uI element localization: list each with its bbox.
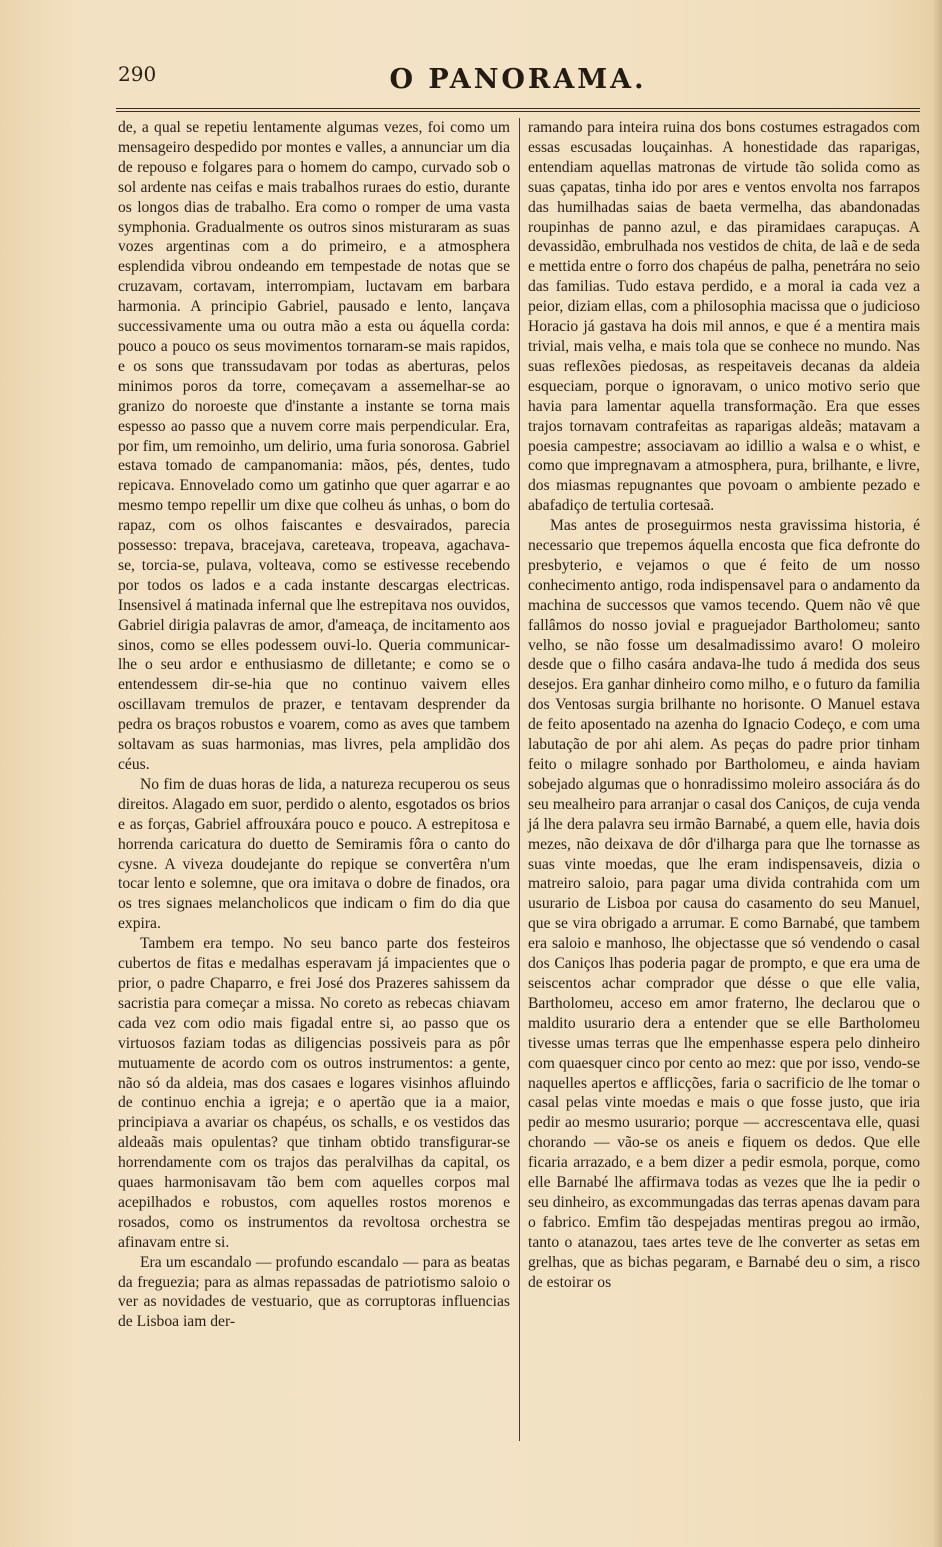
column-divider [519,118,520,1441]
page-number: 290 [118,62,157,86]
right-paragraph-1: ramando para inteira ruina dos bons costumes estragados com essas escusadas louçainhas. A honestidade das raparigas, entendiam aquellas matronas de virtude tão solida como as suas çapatas, tinha ido por ares e ventos envolta nos farrapos das humilhadas saias de baeta vermelha, das abandonadas roupinhas de panno azul, e das piramidaes carapuças. A devassidão, embrulhada nos vestidos de chita, de laã e de seda e mettida entre o forro dos chapéus de palha, penetrára no seio das familias. Tudo estava perdido, e a moral ia cada vez a peior, diziam ellas, com a philosophia macissa que o judicioso Horacio já gastava ha dois mil annos, e que é a mentira mais trivial, mais velha, e mais tola que se conhece no mundo. Nas suas reflexões piedosas, as respeitaveis decanas da aldeia esqueciam, porque o ignoravam, o unico motivo serio que havia para lamentar aquella transformação. Era que esses trajos tornavam contrafeitas as raparigas aldeãs; matavam a poesia campestre; associavam ao idillio a walsa e o whist, e como que impregnavam a atmosphera, pura, brilhante, e livre, dos miasmas repugnantes que povoam o ambiente pezado e abafadiço de tertulia cortesaã. [528,119,920,515]
page-edge-shadow [932,0,942,1547]
right-paragraph-2: Mas antes de proseguirmos nesta gravissima historia, é necessario que trepemos áquella encosta que fica defronte do presbyterio, e vejamos o que é feito de um nosso conhecimento antigo, roda indispensavel para o andamento da machina de successos que vamos tecendo. Quem não vê que fallâmos do nosso jovial e praguejador Bartholomeu; santo velho, se não fosse um desalmadissimo avaro! O moleiro desde que o filho casára andava-lhe tudo á medida dos seus desejos. Era ganhar dinheiro como milho, e o futuro da familia dos Ventosas surgia brilhante no horisonte. O Manuel estava de feito aposentado na azenha do Ignacio Codeço, e com uma labutação de por ahi alem. As peças do padre prior tinham feito o milagre sonhado por Bartholomeu, e ainda haviam sobejado algumas que o honradissimo moleiro associára ás do seu mealheiro para arranjar o casal dos Caniços, de cuja venda já lhe dera palavra seu irmão Barnabé, a quem elle, havia dois mezes, não deixava de dôr d'ilharga para que lhe tornasse as suas vinte moedas, que lhe eram indispensaveis, dizia o matreiro saloio, para pagar uma divida contrahida com um usurario de Lisboa por causa do casamento do seu Manuel, que se vira obrigado a arrumar. E como Barnabé, que tambem era saloio e manhoso, lhe objectasse que só vendendo o casal dos Caniços lhas poderia pagar de prompto, e que era uma de seiscentos achar comprador que désse o que elle valia, Bartholomeu, acceso em amor fraterno, lhe declarou que o maldito usurario dera a entender que se elle Bartholomeu tivesse umas terras que lhe empenhasse espera pelo dinheiro com quaesquer cinco por cento ao mez: que por isso, vendo-se naquelles apertos e afflicções, faria o sacrificio de lhe tomar o casal pelas vinte moedas e mais o que fosse justo, que iria pedir ao mesmo usurario; porque — accrescentava elle, quasi chorando — vão-se os aneis e fiquem os dedos. Que elle ficaria arrazado, e a bem dizer a pedir esmola, porque, como elle Barnabé lhe affirmava todas as vezes que lhe ia pedir o seu dinheiro, as excommungadas das terras apenas davam para o fabrico. Emfim tão despejadas mentiras pregou ao irmão, tanto o atanazou, taes artes teve de lhe converter as setas em grelhas, que as bichas pegaram, e Barnabé deu o sim, a risco de estoirar os [528,517,920,1291]
left-paragraph-2: No fim de duas horas de lida, a natureza recuperou os seus direitos. Alagado em suor, perdido o alento, esgotados os brios e as forças, Gabriel affrouxára pouco e pouco. A estrepitosa e horrenda caricatura do duetto de Semiramis fôra o canto do cysne. A viveza doudejante do repique se convertêra n'um tocar lento e solemne, que ora imitava o dobre de finados, ora os tres signaes melancholicos que indicam o fim do dia que expira. [118,775,510,933]
page-header [118,58,918,108]
header-rule-thin [116,111,920,112]
left-paragraph-1: de, a qual se repetiu lentamente algumas vezes, foi como um mensageiro despedido por montes e valles, a annunciar um dia de repouso e folgares para o homem do campo, curvado sob o sol ardente nas ceifas e mais trabalhos ruraes do estio, durante os longos dias de trabalho. Era como o romper de uma vasta symphonia. Gradualmente os outros sinos misturaram as suas vozes argentinas com a do primeiro, e a atmosphera esplendida vibrou ondeando em tempestade de notas que se cruzavam, cortavam, interrompiam, luctavam em barbara harmonia. A principio Gabriel, pausado e lento, lançava successivamente uma ou outra mão a esta ou áquella corda: pouco a pouco os seus movimentos tornaram-se mais rapidos, e os sons que transsudavam por todas as aberturas, pelos minimos poros da torre, começavam a assemelhar-se ao granizo do noroeste que d'instante a instante se torna mais espesso ao passo que a nuvem corre mais perpendicular. Era, por fim, um remoinho, um delirio, uma furia sonorosa. Gabriel estava tomado de campanomania: mãos, pés, dentes, tudo repicava. Ennovelado como um gatinho que quer agarrar e ao mesmo tempo repellir um dixe que colheu ás unhas, o bom do rapaz, com os olhos faiscantes e desvairados, parecia possesso: trepava, bracejava, careteava, tropeava, agachava-se, torcia-se, pulava, volteava, como se estivesse recebendo por todos os lados e a cada instante descargas electricas. Insensivel á matinada infernal que lhe estrepitava nos ouvidos, Gabriel dirigia palavras de amor, d'ameaça, de incitamento aos sinos, como se elles podessem ouvi-lo. Queria communicar-lhe o seu ardor e enthusiasmo de dilletante; e como se o entendessem dir-se-hia que no continuo vaivem elles oscillavam tremulos de prazer, e tentavam desprender da pedra os braços robustos e voarem, como as aves que tambem soltavam as suas harmonias, mas livres, pela amplidão dos céus. [118,119,510,773]
right-column [528,118,920,1292]
left-paragraph-3: Tambem era tempo. No seu banco parte dos festeiros cubertos de fitas e medalhas esperavam já impacientes que o prior, o padre Chaparro, e frei José dos Prazeres sahissem da sacristia para começar a missa. No coreto as rebecas chiavam cada vez com odio mais figadal entre si, ao passo que os virtuosos faziam todas as diligencias possiveis para as pôr mutuamente de acordo com os outros instrumentos: a gente, não só da aldeia, mas dos casaes e logares visinhos afluindo de continuo enchia a igreja; e o apertão que ia a maior, principiava a avariar os chapéus, os schalls, e os vestidos das aldeaãs mais opulentas? que tinham obtido transfigurar-se horrendamente com os trajos das peralvilhas da capital, os quaes harmonisavam tão bem com aquelles corpos mal acepilhados e robustos, com aquelles rostos morenos e rosados, como os instrumentos da revoltosa orchestra se afinavam entre si. [118,935,510,1251]
left-column [118,118,510,1332]
journal-title: O PANORAMA. [389,64,647,95]
left-paragraph-4: Era um escandalo — profundo escandalo — para as beatas da freguezia; para as almas repassadas de patriotismo saloio o ver as novidades de vestuario, que as corruptoras influencias de Lisboa iam der- [118,1253,510,1331]
header-rule [116,108,920,109]
